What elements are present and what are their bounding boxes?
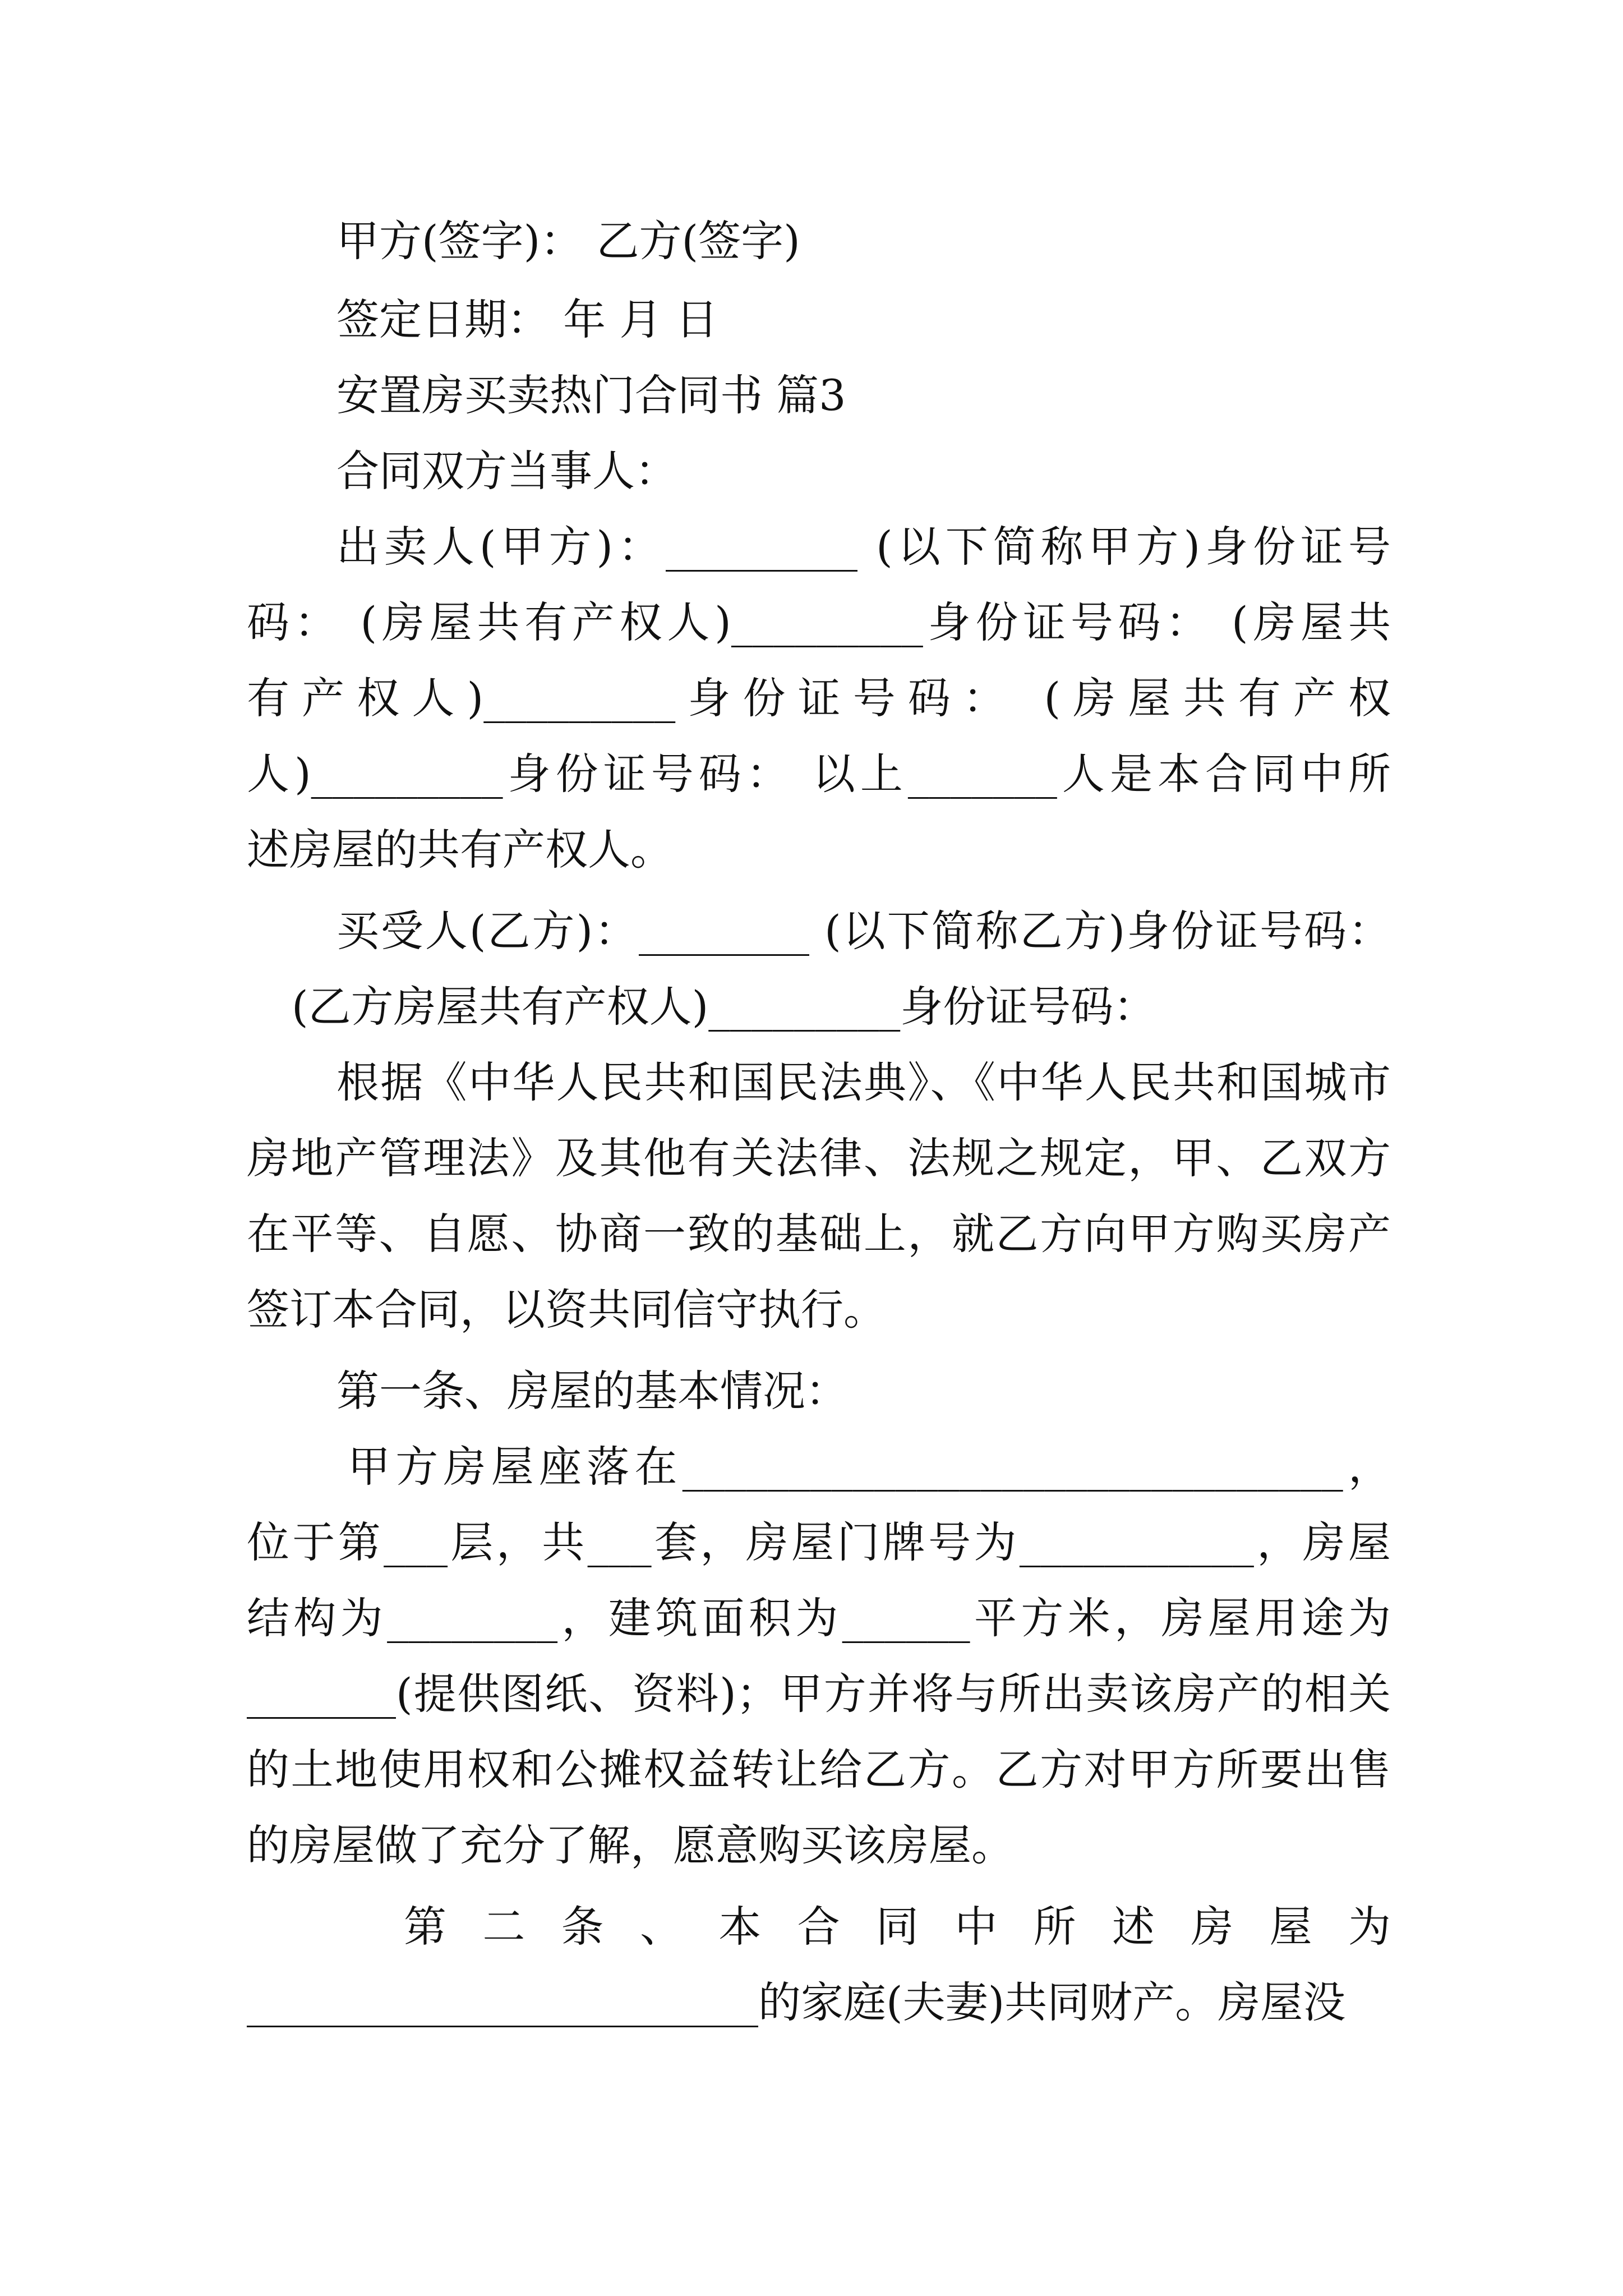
article-1-line-4: _______(提供图纸、资料)；甲方并将与所出卖该房产的相关 (247, 1669, 1391, 1719)
article-1-line-3: 结构为________，建筑面积为______平方米，房屋用途为 (247, 1593, 1391, 1643)
parties-heading: 合同双方当事人： (336, 446, 677, 496)
article-1-line-2: 位于第___层，共___套，房屋门牌号为___________，房屋 (247, 1517, 1391, 1567)
article-2-line-2: ________________________的家庭(夫妻)共同财产。房屋没 (247, 1977, 1346, 2027)
buyer-line-1: 买受人(乙方)：________ (以下简称乙方)身份证号码： (336, 906, 1391, 956)
buyer-line-2: (乙方房屋共有产权人)_________身份证号码： (292, 982, 1156, 1032)
article-1-line-1: 甲方房屋座落在_______________________________， (348, 1442, 1391, 1492)
seller-line-4: 人)_________身份证号码： 以上_______人是本合同中所 (247, 749, 1391, 799)
article-1-heading: 第一条、房屋的基本情况： (336, 1366, 848, 1416)
seller-line-3: 有产权人)_________身份证号码： (房屋共有产权 (247, 673, 1391, 723)
signing-date-line: 签定日期： 年 月 日 (336, 295, 718, 344)
article-1-line-5: 的土地使用权和公摊权益转让给乙方。乙方对甲方所要出售 (247, 1745, 1391, 1795)
basis-paragraph-line-3: 在平等、自愿、协商一致的基础上，就乙方向甲方购买房产 (247, 1209, 1391, 1259)
article-2-line-1: 第二条、本合同中所述房屋为 (404, 1902, 1391, 1952)
section-title: 安置房买卖热门合同书 篇3 (336, 370, 846, 420)
seller-line-2: 码： (房屋共有产权人)_________身份证号码： (房屋共 (247, 597, 1391, 647)
basis-paragraph-line-4: 签订本合同，以资共同信守执行。 (247, 1285, 886, 1335)
seller-line-1: 出卖人(甲方)：_________ (以下简称甲方)身份证号 (336, 522, 1391, 572)
seller-line-5: 述房屋的共有产权人。 (247, 825, 673, 875)
basis-paragraph-line-2: 房地产管理法》及其他有关法律、法规之规定，甲、乙双方 (247, 1133, 1391, 1183)
article-1-line-6: 的房屋做了充分了解，愿意购买该房屋。 (247, 1820, 1014, 1870)
basis-paragraph-line-1: 根据《中华人民共和国民法典》、《中华人民共和国城市 (336, 1057, 1391, 1107)
signature-line: 甲方(签字)： 乙方(签字) (336, 216, 800, 266)
